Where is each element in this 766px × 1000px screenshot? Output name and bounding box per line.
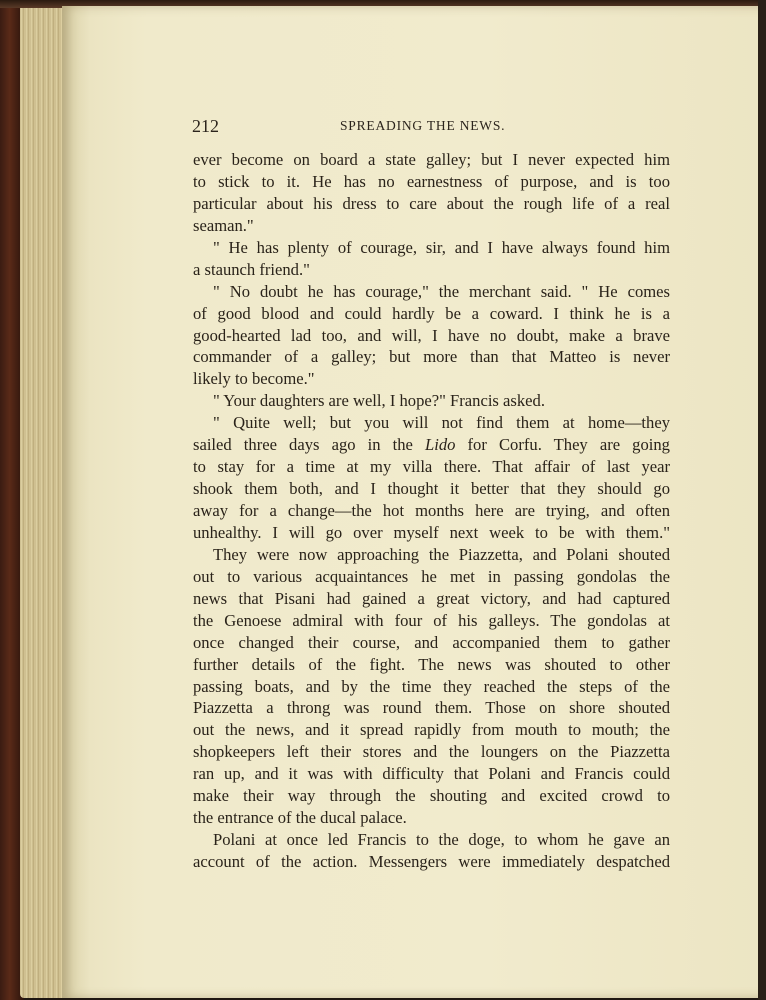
text-line: to stick to it. He has no earnestness of purpose, and is too: [193, 171, 670, 191]
text-line: make their way through the shouting and excited crowd to: [193, 786, 670, 806]
text-line: " He has plenty of courage, sir, and I have always found him: [213, 237, 670, 257]
text-line: out to various acquaintances he met in passing gondolas the: [193, 566, 670, 586]
text-line: good-hearted lad too, and will, I have no doubt, make a brave: [193, 325, 670, 345]
page-number: 212: [192, 116, 219, 136]
right-edge: [758, 0, 766, 1000]
text-line: " Quite well; but you will not find them at home—they: [213, 413, 670, 433]
text-line: shook them both, and I thought it better that they should go: [193, 479, 670, 499]
text-line: further details of the fight. The news was shouted to other: [193, 654, 670, 674]
text-line: ran up, and it was with difficulty that Polani and Francis could: [193, 764, 670, 784]
body-text: [193, 149, 670, 873]
text-line: seaman.": [193, 215, 254, 235]
text-fragment: sailed three days ago in the: [193, 435, 425, 455]
text-line: the entrance of the ducal palace.: [193, 808, 407, 828]
text-line: Polani at once led Francis to the doge, to whom he gave an: [213, 830, 670, 850]
text-line: They were now approaching the Piazzetta, and Polani shouted: [213, 544, 670, 564]
text-line: a staunch friend.": [193, 259, 310, 279]
text-line: commander of a galley; but more than that Matteo is never: [193, 347, 670, 367]
text-line: particular about his dress to care about the rough life of a real: [193, 193, 670, 213]
text-fragment: for Corfu. They are going: [455, 435, 670, 455]
ship-name: Lido: [425, 435, 456, 455]
text-line: passing boats, and by the time they reached the steps of the: [193, 676, 670, 696]
text-line: ever become on board a state galley; but I never expected him: [193, 150, 670, 169]
text-line: shopkeepers left their stores and the loungers on the Piazzetta: [193, 742, 670, 762]
running-head: SPREADING THE NEWS.: [340, 118, 506, 133]
text-line: of good blood and could hardly be a coward. I think he is a: [193, 303, 670, 323]
text-line: once changed their course, and accompanied them to gather: [193, 632, 670, 652]
text-line: to stay for a time at my villa there. That affair of last year: [193, 457, 670, 477]
text-line: out the news, and it spread rapidly from mouth to mouth; the: [193, 720, 670, 740]
text-line: away for a change—the hot months here are trying, and often: [193, 501, 670, 520]
page-header: [192, 116, 670, 138]
text-line: " No doubt he has courage," the merchant said. " He comes: [213, 281, 670, 301]
text-line: the Genoese admiral with four of his galleys. The gondolas at: [193, 610, 670, 630]
text-line: Piazzetta a throng was round them. Those on shore shouted: [193, 698, 670, 718]
text-line: likely to become.": [193, 369, 315, 389]
text-line: account of the action. Messengers were immediately despatched: [193, 852, 670, 871]
text-line: unhealthy. I will go over myself next week to be with them.": [193, 522, 670, 542]
text-line: [193, 434, 670, 456]
text-line: news that Pisani had gained a great victory, and had captured: [193, 588, 670, 608]
text-line: " Your daughters are well, I hope?" Francis asked.: [213, 391, 545, 411]
